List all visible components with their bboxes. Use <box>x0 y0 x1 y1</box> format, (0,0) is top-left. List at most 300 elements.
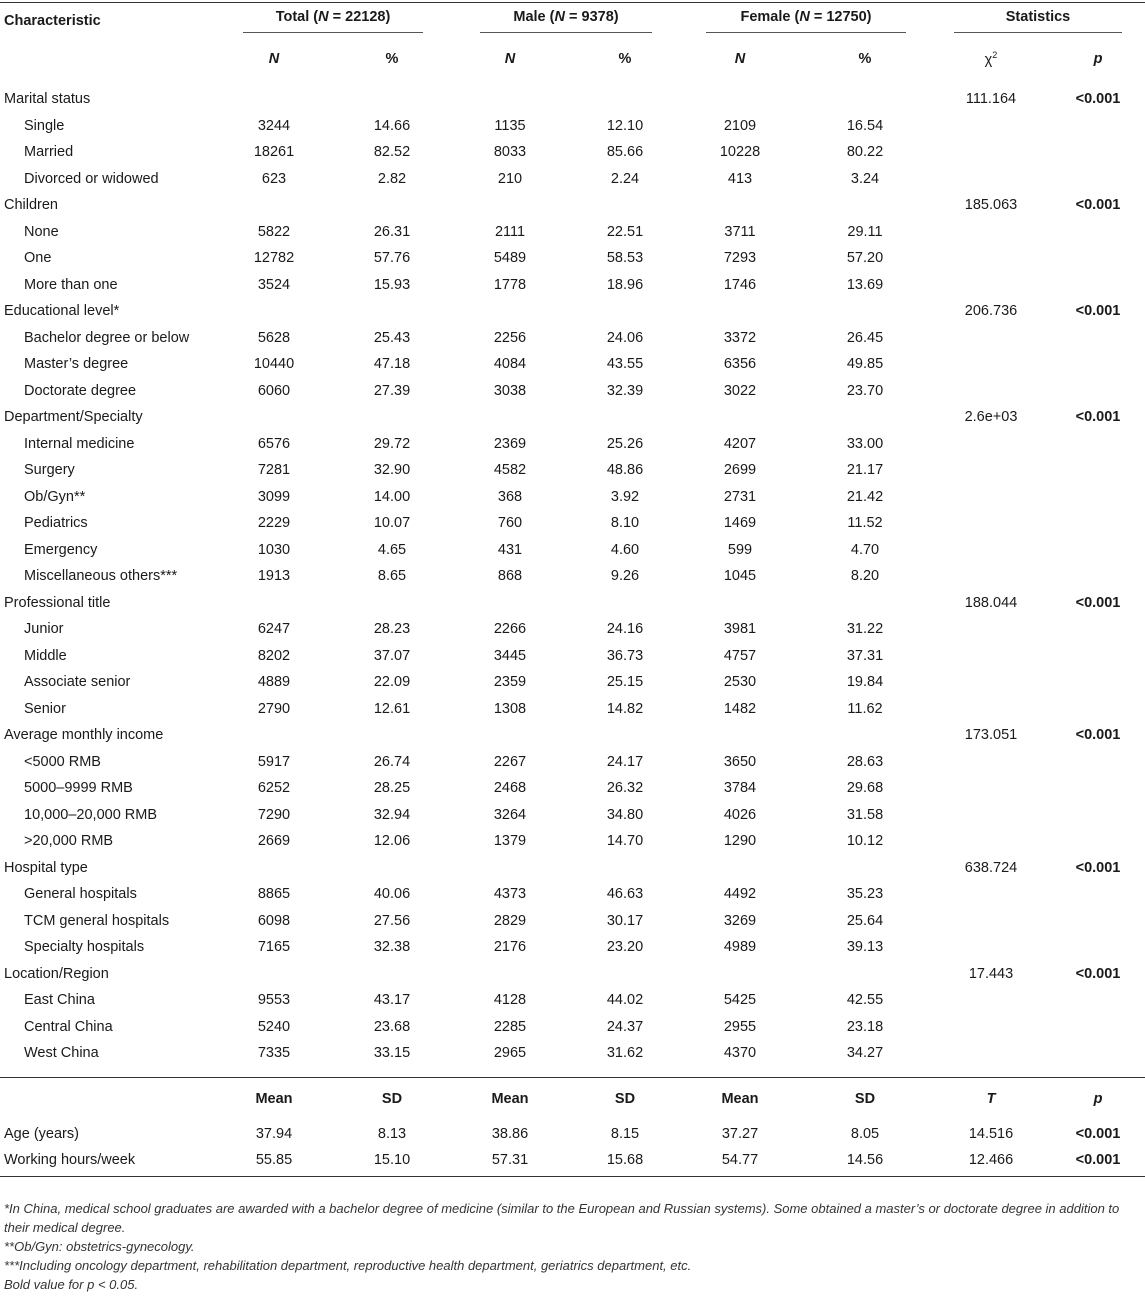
male-pct-header: % <box>618 51 632 68</box>
p-header: p <box>1093 51 1103 68</box>
row-label: Miscellaneous others*** <box>24 568 178 584</box>
cell: 43.17 <box>373 992 411 1008</box>
cell: 2285 <box>493 1018 527 1035</box>
row-label: Working hours/week <box>4 1152 136 1168</box>
table-row <box>0 113 1145 140</box>
table-row <box>0 828 1145 855</box>
section-title: Professional title <box>4 594 111 611</box>
chi2-value: 188.044 <box>964 594 1018 611</box>
cell: 34.80 <box>606 806 644 823</box>
table-row <box>0 563 1145 590</box>
cell: 2965 <box>493 1045 527 1061</box>
cell: 2699 <box>723 462 757 478</box>
chi2-value: 638.724 <box>964 859 1018 876</box>
cell: 8.05 <box>850 1125 880 1142</box>
row-label: Junior <box>24 621 64 637</box>
row-label: General hospitals <box>24 886 137 902</box>
sd-header: SD <box>569 1077 681 1121</box>
cell: 42.55 <box>846 992 884 1008</box>
table-row <box>0 669 1145 696</box>
cell: 4.70 <box>850 541 880 558</box>
cell: 5425 <box>723 992 757 1008</box>
mean-header: Mean <box>215 1077 333 1121</box>
cell: 33.15 <box>373 1045 411 1061</box>
cell: 21.42 <box>846 488 884 505</box>
table-row <box>0 351 1145 378</box>
chi2-value: 206.736 <box>964 303 1018 319</box>
cell: 3784 <box>723 780 757 796</box>
cell: 15.68 <box>606 1152 644 1168</box>
cell: 15.10 <box>373 1152 411 1168</box>
cell: 2267 <box>493 753 527 770</box>
cell: 31.22 <box>846 621 884 637</box>
row-label: Specialty hospitals <box>24 939 145 955</box>
cell: 4373 <box>493 886 527 902</box>
cell: 23.68 <box>373 1018 411 1035</box>
mean-header: Mean <box>681 1077 799 1121</box>
header-row-groups <box>0 0 1145 43</box>
row-label: Middle <box>24 647 67 664</box>
t-value: 14.516 <box>968 1125 1014 1142</box>
cell: 15.93 <box>373 276 411 293</box>
cell: 1913 <box>257 568 291 584</box>
cell: 760 <box>497 515 523 531</box>
cell: 14.82 <box>606 700 644 717</box>
section-title: Average monthly income <box>4 727 164 743</box>
categorical-body <box>0 86 1145 1067</box>
cell: 3981 <box>723 621 757 637</box>
cell: 54.77 <box>721 1152 759 1168</box>
cell: 21.17 <box>846 462 884 478</box>
cell: 5489 <box>493 250 527 266</box>
p-value: <0.001 <box>1075 594 1121 611</box>
cell: 26.32 <box>606 780 644 796</box>
cell: 57.76 <box>373 250 411 266</box>
cell: 4757 <box>723 647 757 664</box>
cell: 43.55 <box>606 356 644 372</box>
row-label: Married <box>24 144 74 160</box>
cell: 2955 <box>723 1018 757 1035</box>
cell: 27.56 <box>373 912 411 929</box>
cell: 3038 <box>493 382 527 399</box>
cell: 25.43 <box>373 329 411 346</box>
cell: 57.31 <box>491 1152 529 1168</box>
cell: 26.74 <box>373 753 411 770</box>
cell: 25.64 <box>846 912 884 929</box>
cell: 2731 <box>723 488 757 505</box>
cell: 1778 <box>493 276 527 293</box>
cell: 2266 <box>493 621 527 637</box>
section-row <box>0 404 1145 431</box>
cell: 8.65 <box>377 568 407 584</box>
row-label: Pediatrics <box>24 515 88 531</box>
cell: 2530 <box>723 674 757 690</box>
cell: 29.68 <box>846 780 884 796</box>
sd-header: SD <box>799 1077 931 1121</box>
cell: 7335 <box>257 1045 291 1061</box>
p-value: <0.001 <box>1075 1152 1121 1168</box>
cell: 3264 <box>493 806 527 823</box>
section-row <box>0 298 1145 325</box>
cell: 4084 <box>493 356 527 372</box>
cell: 36.73 <box>606 647 644 664</box>
table-row <box>0 696 1145 723</box>
cell: 210 <box>497 170 523 187</box>
cell: 34.27 <box>846 1045 884 1061</box>
cell: 13.69 <box>846 276 884 293</box>
cell: 368 <box>497 488 523 505</box>
cell: 3269 <box>723 912 757 929</box>
table-row <box>0 272 1145 299</box>
row-label: None <box>24 223 59 240</box>
row-label: Divorced or widowed <box>24 170 159 187</box>
cell: 8.10 <box>610 515 640 531</box>
cell: 6098 <box>257 912 291 929</box>
row-label: East China <box>24 992 95 1008</box>
chi2-value: 185.063 <box>964 197 1018 213</box>
row-label: Age (years) <box>4 1125 79 1142</box>
cell: 47.18 <box>373 356 411 372</box>
section-row <box>0 192 1145 219</box>
cell: 4582 <box>493 462 527 478</box>
table-row <box>0 245 1145 272</box>
cell: 55.85 <box>255 1152 293 1168</box>
female-pct-header: % <box>858 51 872 68</box>
t-value: 12.466 <box>968 1152 1014 1168</box>
cell: 33.00 <box>846 435 884 452</box>
cell: 32.90 <box>373 462 411 478</box>
cell: 22.51 <box>606 223 644 240</box>
cell: 1030 <box>257 541 291 558</box>
cell: 3372 <box>723 329 757 346</box>
cell: 31.58 <box>846 806 884 823</box>
cell: 82.52 <box>373 144 411 160</box>
p-value: <0.001 <box>1075 727 1121 743</box>
table-row <box>0 987 1145 1014</box>
cell: 1135 <box>494 117 526 134</box>
cell: 28.25 <box>373 780 411 796</box>
table-row <box>0 881 1145 908</box>
table-row <box>0 1147 1145 1174</box>
row-label: Single <box>24 117 65 134</box>
cell: 23.20 <box>606 939 644 955</box>
cell: 2669 <box>257 833 291 849</box>
table-row <box>0 537 1145 564</box>
row-label: Surgery <box>24 462 75 478</box>
row-label: More than one <box>24 276 118 293</box>
table-row <box>0 616 1145 643</box>
cell: 39.13 <box>846 939 884 955</box>
chi2-value: 17.443 <box>968 965 1014 982</box>
cell: 24.16 <box>606 621 644 637</box>
table-row <box>0 643 1145 670</box>
row-label: Master’s degree <box>24 356 129 372</box>
table-row <box>0 325 1145 352</box>
p-value: <0.001 <box>1075 965 1121 982</box>
cell: 14.70 <box>606 833 644 849</box>
table-row <box>0 139 1145 166</box>
total-pct-header: % <box>385 51 399 68</box>
row-label: Emergency <box>24 541 98 558</box>
cell: 30.17 <box>606 912 644 929</box>
p-value: <0.001 <box>1075 91 1121 107</box>
table-row <box>0 775 1145 802</box>
male-n-header: N <box>504 51 516 68</box>
cell: 2256 <box>493 329 527 346</box>
section-title: Hospital type <box>4 859 88 876</box>
row-label: <5000 RMB <box>24 753 101 770</box>
cell: 80.22 <box>846 144 884 160</box>
cell: 2829 <box>493 912 527 929</box>
cell: 25.15 <box>606 674 644 690</box>
cell: 31.62 <box>606 1045 644 1061</box>
cell: 10228 <box>719 144 761 160</box>
cell: 14.00 <box>373 488 411 505</box>
p-value: <0.001 <box>1075 197 1121 213</box>
section-title: Educational level* <box>4 303 120 319</box>
cell: 46.63 <box>606 886 644 902</box>
cell: 2109 <box>723 117 757 134</box>
cell: 3099 <box>257 488 291 505</box>
cell: 12782 <box>253 250 295 266</box>
cell: 10.12 <box>846 833 884 849</box>
cell: 10440 <box>253 356 295 372</box>
cell: 4.65 <box>377 541 407 558</box>
cell: 40.06 <box>373 886 411 902</box>
female-n-header: N <box>734 51 746 68</box>
cell: 24.17 <box>606 753 644 770</box>
cell: 37.27 <box>721 1125 759 1142</box>
cell: 4370 <box>723 1045 757 1061</box>
cell: 12.61 <box>373 700 411 717</box>
cell: 37.07 <box>373 647 411 664</box>
female-header: Female (N = 12750) <box>681 0 931 43</box>
total-n-header: N <box>268 51 280 68</box>
cell: 6252 <box>257 780 291 796</box>
cell: 8.15 <box>610 1125 640 1142</box>
cell: 1290 <box>723 833 757 849</box>
cell: 3.24 <box>850 170 880 187</box>
cell: 5822 <box>257 223 291 240</box>
cell: 32.38 <box>373 939 411 955</box>
cell: 37.94 <box>255 1125 293 1142</box>
cell: 18261 <box>253 144 295 160</box>
row-label: One <box>24 250 52 266</box>
cell: 1746 <box>723 276 757 293</box>
row-label: Doctorate degree <box>24 382 137 399</box>
cell: 26.45 <box>846 329 884 346</box>
footnotes <box>0 1176 1145 1294</box>
cell: 623 <box>261 170 287 187</box>
row-label: Central China <box>24 1018 113 1035</box>
cell: 4.60 <box>610 541 640 558</box>
cell: 4492 <box>723 886 757 902</box>
table-row <box>0 378 1145 405</box>
cell: 1482 <box>723 700 757 717</box>
table-row <box>0 510 1145 537</box>
table-row <box>0 934 1145 961</box>
p-value: <0.001 <box>1075 1125 1121 1142</box>
cell: 7293 <box>723 250 757 266</box>
cell: 14.66 <box>373 117 411 134</box>
cell: 7165 <box>257 939 291 955</box>
chi2-header: $\chi^2$ <box>984 50 998 69</box>
table-row <box>0 908 1145 935</box>
footnote: *In China, medical school graduates are awarded with a bachelor degree of medicine (similar to the European and Russian systems). Some obtained a master’s or doctorate degree in addition to their medical degree. <box>4 1201 1120 1235</box>
cell: 1045 <box>723 568 757 584</box>
table-row <box>0 431 1145 458</box>
cell: 12.06 <box>373 833 411 849</box>
table-row <box>0 166 1145 193</box>
cell: 8033 <box>493 144 527 160</box>
footnote: **Ob/Gyn: obstetrics-gynecology. <box>4 1239 195 1254</box>
table-row <box>0 749 1145 776</box>
cell: 4026 <box>723 806 757 823</box>
table-row <box>0 484 1145 511</box>
cell: 9.26 <box>610 568 640 584</box>
table-row <box>0 1040 1145 1067</box>
mean-header: Mean <box>451 1077 569 1121</box>
cell: 8.13 <box>377 1125 407 1142</box>
section-row <box>0 961 1145 988</box>
cell: 1379 <box>493 833 527 849</box>
cell: 10.07 <box>373 515 411 531</box>
cell: 48.86 <box>606 462 644 478</box>
cell: 24.06 <box>606 329 644 346</box>
chi2-value: 2.6e+03 <box>964 409 1018 425</box>
cell: 2229 <box>257 515 291 531</box>
p-value: <0.001 <box>1075 859 1121 876</box>
row-label: Internal medicine <box>24 435 135 452</box>
header-row-sub <box>0 43 1145 76</box>
cell: 23.18 <box>846 1018 884 1035</box>
p-value: <0.001 <box>1075 409 1121 425</box>
cell: 5240 <box>257 1018 291 1035</box>
cell: 4989 <box>723 939 757 955</box>
cell: 18.96 <box>606 276 644 293</box>
section-row <box>0 722 1145 749</box>
cell: 14.56 <box>846 1152 884 1168</box>
cell: 32.39 <box>606 382 644 399</box>
cell: 2359 <box>493 674 527 690</box>
section-row <box>0 855 1145 882</box>
cell: 431 <box>497 541 523 558</box>
top-rule <box>0 2 1145 3</box>
section-row <box>0 590 1145 617</box>
section-title: Children <box>4 197 58 213</box>
cell: 9553 <box>257 992 291 1008</box>
cell: 4128 <box>493 992 527 1008</box>
total-header: Total (N = 22128) <box>215 0 451 43</box>
cell: 37.31 <box>846 647 884 664</box>
cell: 27.39 <box>373 382 411 399</box>
cell: 2468 <box>493 780 527 796</box>
cell: 7281 <box>257 462 291 478</box>
cell: 11.62 <box>847 700 883 717</box>
t-header: T <box>931 1077 1051 1121</box>
cell: 85.66 <box>606 144 644 160</box>
cell: 5917 <box>257 753 291 770</box>
row-label: Bachelor degree or below <box>24 329 190 346</box>
chi2-value: 173.051 <box>964 727 1018 743</box>
cell: 57.20 <box>846 250 884 266</box>
row-label: Senior <box>24 700 66 717</box>
row-label: 5000–9999 RMB <box>24 780 133 796</box>
cell: 35.23 <box>846 886 884 902</box>
cell: 2.82 <box>377 170 407 187</box>
cell: 3524 <box>257 276 291 293</box>
statistics-header: Statistics <box>931 0 1145 43</box>
cell: 8.20 <box>850 568 880 584</box>
cell: 1308 <box>493 700 527 717</box>
cell: 22.09 <box>373 674 411 690</box>
cell: 32.94 <box>373 806 411 823</box>
cell: 2369 <box>493 435 527 452</box>
row-label: >20,000 RMB <box>24 833 114 849</box>
cell: 2.24 <box>610 170 640 187</box>
continuous-header-row <box>0 1077 1145 1121</box>
cell: 6356 <box>723 356 757 372</box>
characteristic-header: Characteristic <box>4 13 101 30</box>
cell: 2790 <box>257 700 291 717</box>
p-value: <0.001 <box>1075 303 1121 319</box>
cell: 5628 <box>257 329 291 346</box>
table-row <box>0 802 1145 829</box>
cell: 7290 <box>257 806 291 823</box>
cell: 28.23 <box>373 621 411 637</box>
row-label: West China <box>24 1045 99 1061</box>
sd-header: SD <box>333 1077 451 1121</box>
cell: 4207 <box>723 435 757 452</box>
cell: 19.84 <box>846 674 884 690</box>
row-label: Ob/Gyn** <box>24 488 86 505</box>
cell: 29.11 <box>847 223 883 240</box>
cell: 44.02 <box>606 992 644 1008</box>
table-row <box>0 219 1145 246</box>
table-row <box>0 1014 1145 1041</box>
cell: 6060 <box>257 382 291 399</box>
chi2-value: 111.164 <box>965 91 1017 107</box>
footnote: Bold value for p < 0.05. <box>4 1277 139 1292</box>
section-title: Location/Region <box>4 965 109 982</box>
cell: 868 <box>497 568 523 584</box>
cell: 29.72 <box>373 435 411 452</box>
cell: 6247 <box>257 621 291 637</box>
cell: 4889 <box>257 674 291 690</box>
table-row <box>0 1121 1145 1148</box>
cell: 599 <box>727 541 753 558</box>
cell: 12.10 <box>606 117 644 134</box>
cell: 16.54 <box>846 117 884 134</box>
cell: 3244 <box>257 117 291 134</box>
row-label: 10,000–20,000 RMB <box>24 806 158 823</box>
cell: 3650 <box>723 753 757 770</box>
cell: 38.86 <box>491 1125 529 1142</box>
cell: 26.31 <box>373 223 411 240</box>
cell: 8202 <box>257 647 291 664</box>
section-title: Department/Specialty <box>4 409 143 425</box>
cell: 58.53 <box>606 250 644 266</box>
cell: 25.26 <box>606 435 644 452</box>
cell: 2176 <box>493 939 527 955</box>
cell: 11.52 <box>847 515 883 531</box>
row-label: TCM general hospitals <box>24 912 170 929</box>
cell: 413 <box>727 170 753 187</box>
continuous-body <box>0 1067 1145 1174</box>
male-header: Male (N = 9378) <box>451 0 681 43</box>
cell: 3445 <box>493 647 527 664</box>
footnote: ***Including oncology department, rehabilitation department, reproductive health department, geriatrics department, etc. <box>4 1258 692 1273</box>
